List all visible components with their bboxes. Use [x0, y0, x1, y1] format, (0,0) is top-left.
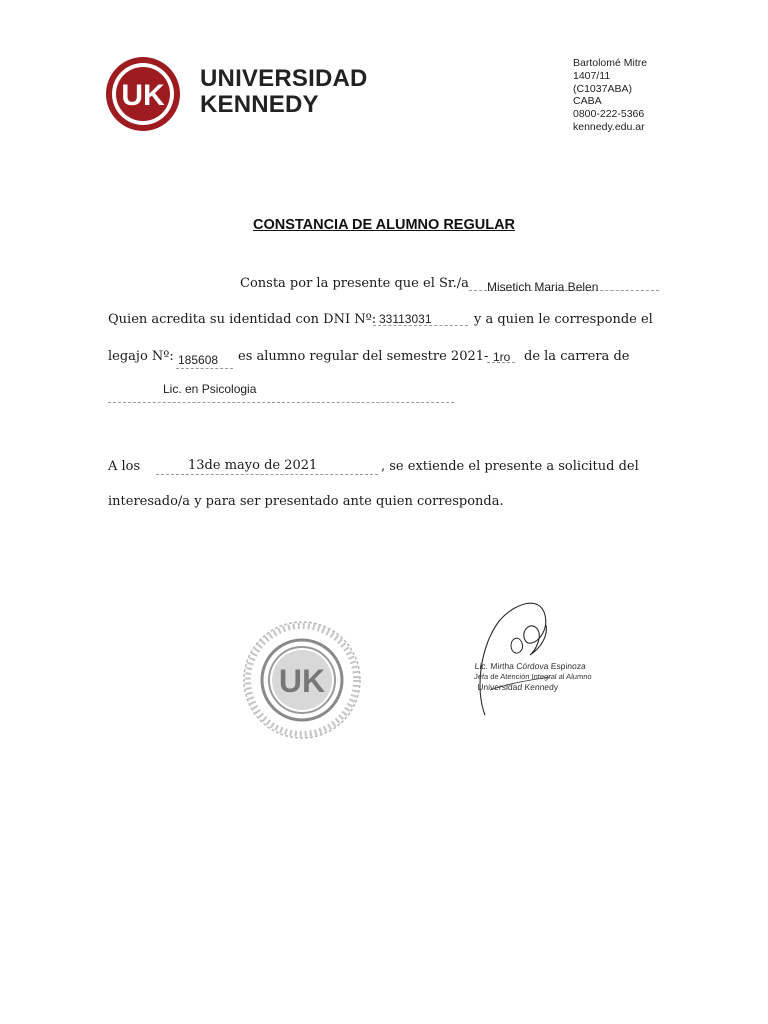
date-value: 13de mayo de 2021 [188, 458, 318, 473]
university-name-line2: KENNEDY [200, 91, 319, 118]
line3-middle: es alumno regular del semestre 2021- [238, 349, 489, 364]
address-line: (C1037ABA) [573, 82, 632, 95]
line6-text: interesado/a y para ser presentado ante quien corresponda. [108, 494, 504, 509]
phone-line: 0800-222-5366 [573, 108, 645, 121]
legajo-underline [176, 368, 233, 369]
dni-value: 33113031 [379, 312, 432, 326]
signature-block [473, 661, 593, 693]
address-line: 1407/11 [573, 69, 611, 82]
logo-letters: UK [121, 79, 165, 112]
line5-suffix: , se extiende el presente a solicitud del [381, 459, 639, 474]
university-name-line1: UNIVERSIDAD [200, 65, 368, 92]
line3-prefix: legajo Nº: [108, 349, 174, 364]
address-line: Bartolomé Mitre [573, 57, 648, 69]
document-title: CONSTANCIA DE ALUMNO REGULAR [252, 217, 516, 233]
student-name: Misetich Maria Belen [487, 280, 599, 294]
signatory-name: Lic. Mirtha Córdova Espinoza [474, 661, 587, 671]
university-logo-icon [103, 52, 183, 136]
address-line: CABA [573, 95, 602, 108]
handwritten-signature-icon [470, 595, 610, 725]
line2-suffix: y a quien le corresponde el [474, 312, 653, 327]
line3-suffix: de la carrera de [524, 349, 630, 364]
legajo-value: 185608 [178, 353, 219, 367]
university-name [200, 66, 368, 118]
university-seal-stamp-icon [235, 615, 370, 745]
signatory-role: Jefa de Atención Integral al Alumno [473, 671, 592, 681]
svg-text:UK: UK [278, 663, 326, 699]
line1-prefix: Consta por la presente que el Sr./a [240, 276, 469, 291]
semester-value: 1ro [493, 350, 511, 364]
career-value: Lic. en Psicologia [163, 382, 257, 396]
career-underline [108, 402, 454, 403]
website-line: kennedy.edu.ar [573, 120, 645, 133]
line2-prefix: Quien acredita su identidad con DNI Nº: [108, 312, 377, 327]
address-block [573, 57, 647, 134]
line5-prefix: A los [108, 459, 141, 474]
signatory-institution: Universidad Kennedy [476, 682, 559, 692]
date-underline [156, 474, 378, 475]
